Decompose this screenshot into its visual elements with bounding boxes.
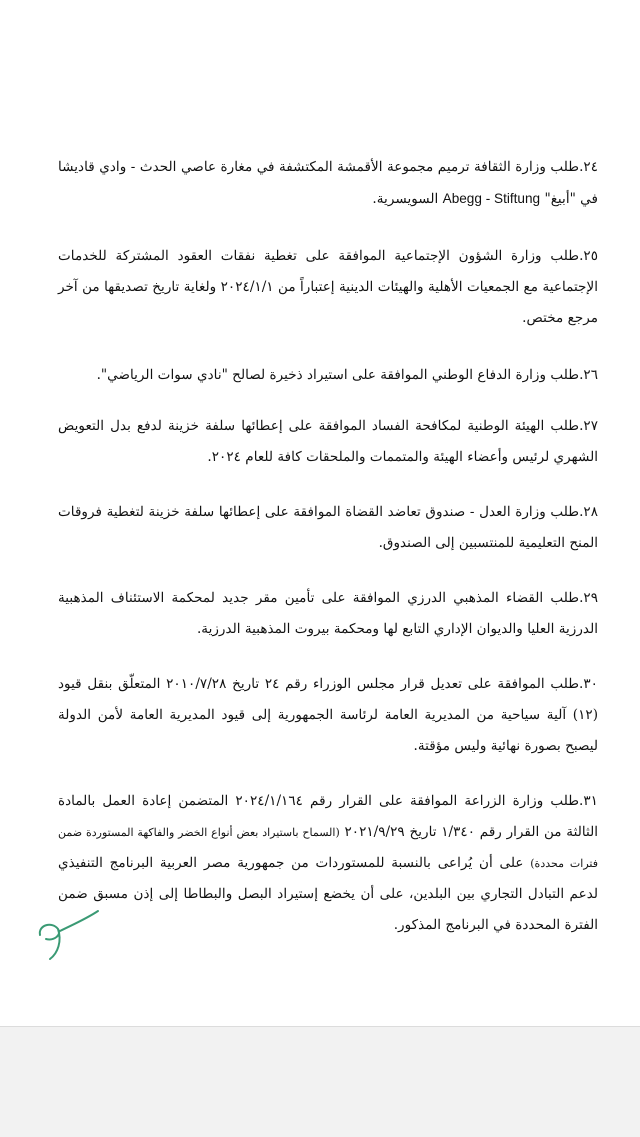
agenda-item-24 — [58, 152, 598, 215]
agenda-item-31 — [58, 786, 598, 941]
item-text: طلب وزارة الزراعة الموافقة على القرار رقم ٢٠٢٤/١/١٦٤ المتضمن إعادة العمل بالمادة الثالثة من القرار رقم ١/٣٤٠ تاريخ ٢٠٢١/٩/٢٩ — [58, 793, 598, 840]
item-number: ٣٠. — [579, 676, 598, 692]
item-text: طلب الموافقة على تعديل قرار مجلس الوزراء رقم ٢٤ تاريخ ٢٠١٠/٧/٢٨ المتعلّق بنقل قيود (١٢) آلية سياحية من المديرية العامة لرئاسة الجمهورية إلى قيود المديرية العامة لأمن الدولة ليصبح بصورة نهائية وليس مؤقتة. — [58, 676, 598, 754]
item-number: ٢٨. — [579, 504, 598, 520]
foundation-name: Abegg - Stiftung — [442, 191, 541, 206]
item-number: ٢٦. — [579, 367, 598, 383]
agenda-item-25 — [58, 241, 598, 334]
handwritten-signature — [32, 905, 102, 965]
item-number: ٢٧. — [579, 418, 598, 434]
agenda-item-26 — [58, 360, 598, 391]
item-number: ٣١. — [579, 793, 598, 809]
item-text: طلب وزارة الدفاع الوطني الموافقة على استيراد ذخيرة لصالح "نادي سوات الرياضي". — [96, 367, 580, 383]
item-text: طلب الهيئة الوطنية لمكافحة الفساد الموافقة على إعطائها سلفة خزينة لدفع بدل التعويض الشهري لرئيس وأعضاء الهيئة والمتممات والملحقات كافة للعام ٢٠٢٤. — [58, 418, 598, 465]
item-number: ٢٥. — [579, 248, 598, 264]
item-text: طلب القضاء المذهبي الدرزي الموافقة على تأمين مقر جديد لمحكمة الاستئناف المذهبية الدرزية العليا والديوان الإداري التابع لها ومحكمة بيروت المذهبية الدرزية. — [58, 590, 598, 637]
item-text: طلب وزارة العدل - صندوق تعاضد القضاة الموافقة على إعطائها سلفة خزينة لتغطية فروقات المنح التعليمية للمنتسبين إلى الصندوق. — [58, 504, 598, 551]
page-margin — [0, 1027, 640, 1137]
item-text-end: على أن يُراعى بالنسبة للمستوردات من جمهورية مصر العربية البرنامج التنفيذي لدعم التبادل التجاري بين البلدين، على أن يخضع إستيراد البصل والبطاطا إلى إذن مسبق ضمن الفترة المحددة في البرنامج المذكور. — [58, 855, 598, 933]
item-text: طلب وزارة الثقافة ترميم مجموعة الأقمشة المكتشفة في مغارة عاصي الحدث - وادي قاديشا في "أبيغ" — [58, 159, 598, 207]
agenda-item-29 — [58, 583, 598, 645]
agenda-item-28 — [58, 497, 598, 559]
item-number: ٢٤. — [579, 159, 598, 175]
parenthetical-note: (السماح باستيراد بعض أنواع الخضر والفاكهة المستوردة ضمن فترات محددة) — [58, 826, 598, 870]
agenda-item-27 — [58, 411, 598, 473]
agenda-list — [58, 152, 598, 941]
item-number: ٢٩. — [579, 590, 598, 606]
agenda-item-30 — [58, 669, 598, 762]
item-text: طلب وزارة الشؤون الإجتماعية الموافقة على تغطية نفقات العقود المشتركة للخدمات الإجتماعية مع الجمعيات الأهلية والهيئات الدينية إعتباراً من ٢٠٢٤/١/١ ولغاية تاريخ تصديقها من آخر مرجع مختص. — [58, 248, 598, 326]
item-text-end: السويسرية. — [372, 191, 443, 207]
